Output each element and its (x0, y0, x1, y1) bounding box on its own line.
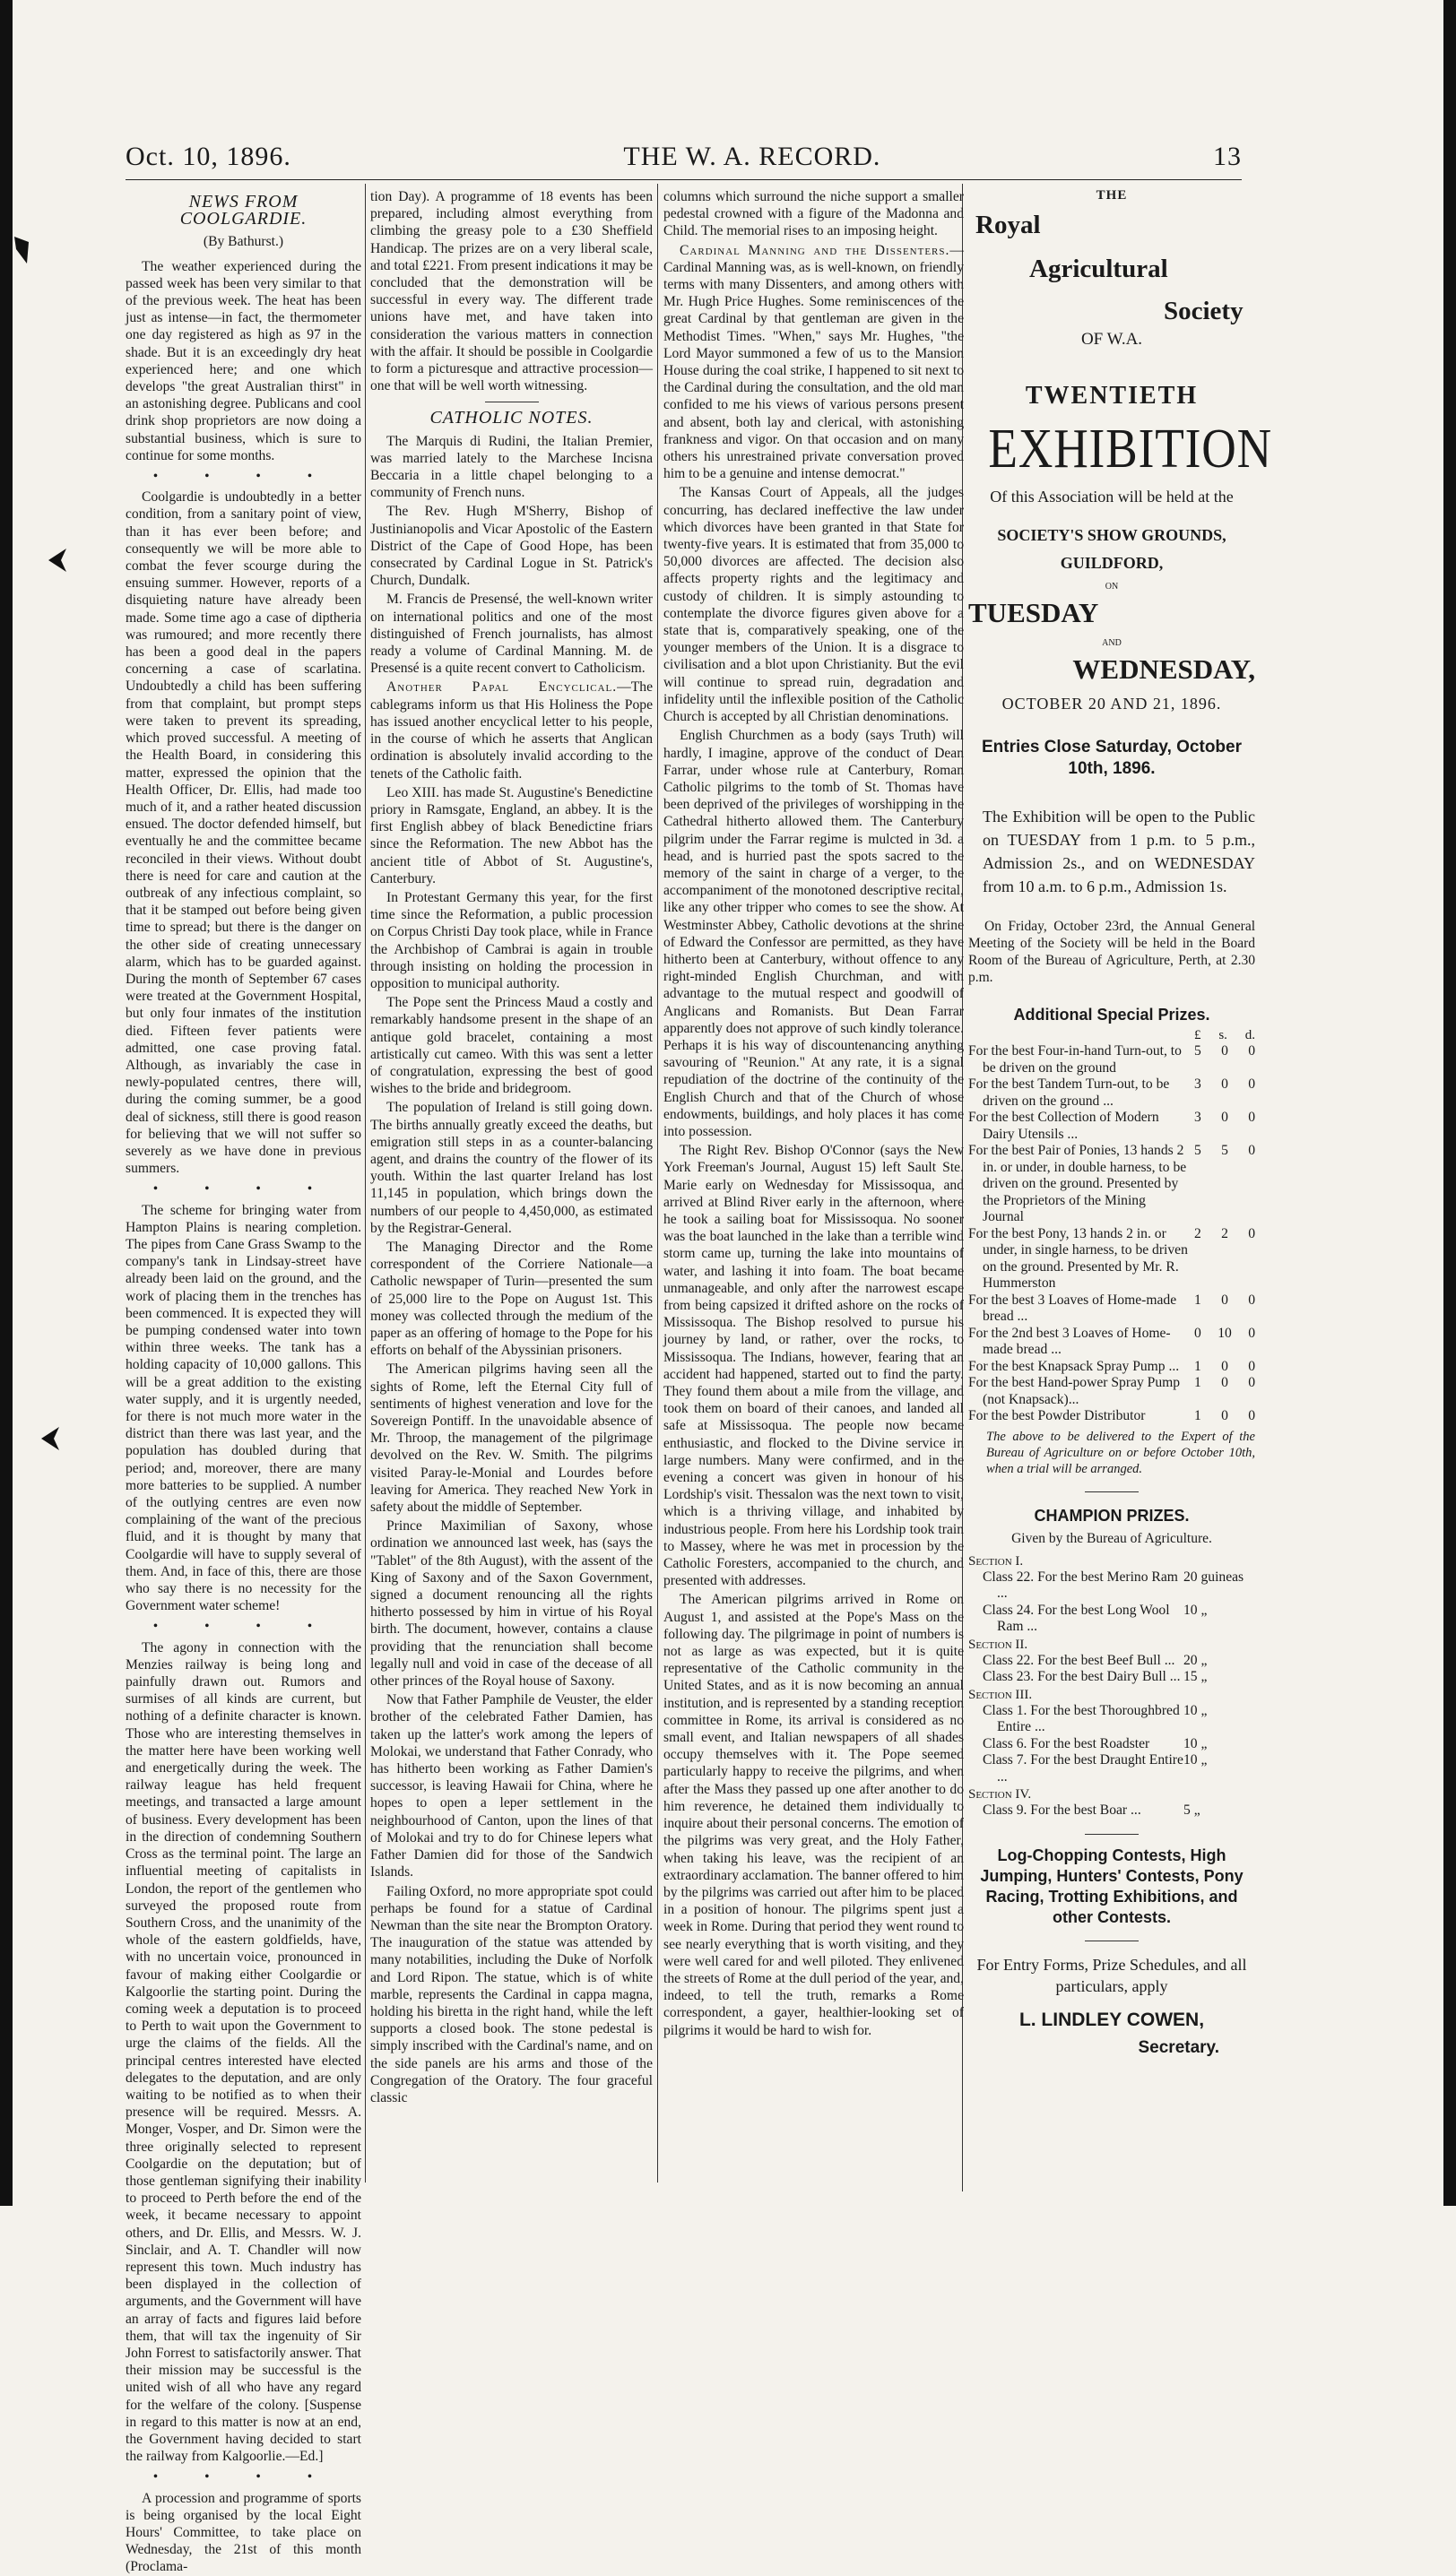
ad-opening-hours: The Exhibition will be open to the Public on TUESDAY from 1 p.m. to 5 p.m., Admission 2s., and on WEDNESDAY from 10 a.m. to 6 p.m., Admission 1s. (983, 808, 1255, 895)
paragraph-lead: Another Papal Encyclical. (386, 679, 618, 696)
prize-description: For the best 3 Loaves of Home-made bread ... (968, 1292, 1177, 1324)
advertisement-agricultural-society (968, 188, 1273, 2058)
column-divider (365, 184, 366, 2183)
prize-pence: 0 (1248, 1358, 1255, 1374)
champion-prize-description: Class 22. For the best Merino Ram ... (983, 1569, 1178, 1601)
champion-section-heading: Section I. (968, 1553, 1024, 1569)
prize-description: For the best Collection of Modern Dairy Utensils ... (968, 1110, 1159, 1142)
paragraph: The Marquis di Rudini, the Italian Premier, was married lately to the Marchese Incisna Beccaria in a little chapel belonging to a community of French nuns. (370, 433, 653, 501)
champion-prizes-title: CHAMPION PRIZES. (1034, 1506, 1190, 1525)
ad-of-wa: OF W.A. (1080, 330, 1143, 349)
ad-twentieth: TWENTIETH (1025, 382, 1199, 410)
prize-row (968, 1226, 1255, 1292)
prize-row (968, 1326, 1255, 1359)
ad-held: Of this Association will be held at the (990, 488, 1234, 506)
paragraph-body: —Cardinal Manning was, as is well-known, on friendly terms with many Dissenters, and among others with Mr. Hugh Price Hughes. Some reminiscences of the great Cardinal by that gentleman are given in the Methodist Times. "When," says Mr. Hughes, "the Lord Mayor summoned a few of us to the Mansion House during the coal strike, I happened to sit next to the Cardinal during the consultation, and the old man confided to me his views of various persons present and absent, both lay and clerical, with astonishing frankness and vigor. On that occasion and on many others his unrestrained private conversation proved him to be a genuine and intense democrat." (663, 242, 964, 482)
prize-shillings: 0 (1221, 1358, 1228, 1374)
paragraph: The Right Rev. Bishop O'Connor (says the New York Freeman's Journal, August 15) left Sault Ste. Marie early on Wednesday for Mississoqua, and arrived at Blind River early in the afternoon, where he took a sailing boat for Mississoqua. No sooner was the boat launched in the lake than a terrible wind storm came up, turning the lake into mountains of water, and lashing it into foam. The boat became unmanageable, and only after the narrowest escape from being capsized it drifted ashore on the rocks of Mississoqua. The Bishop resolved to pursue his journey by land, or rather, over the rocks, to Mississoqua. The Indians, however, fearing that an accident had happened, started out to find the party. They found them about a mile from the village, and took them on board of their canoes, and landed all safe at Mississoqua. The people now became enthusiastic, and flocked to the Divine service in large numbers. Many were confirmed, and in the evening a concert was given in honour of his Lordship's visit. Thessalon was the next town to visit, which is a thriving village, and inhabited by industrious people. From here his Lordship took train to Massey, where he was met in procession by the Catholic Foresters, accompanied to the church, and presented with addresses. (663, 1143, 964, 1589)
paragraph: A procession and programme of sports is being organised by the local Eight Hours' Committee, to take place on Wednesday, the 21st of this month (Proclama- (126, 2490, 361, 2575)
ad-exhibition: EXHIBITION (988, 419, 1273, 480)
ad-entry-forms: For Entry Forms, Prize Schedules, and all particulars, apply (976, 1955, 1247, 1995)
prize-row (968, 1359, 1255, 1376)
prize-pounds: 1 (1194, 1408, 1201, 1423)
paragraph: columns which surround the niche support a smaller pedestal crowned with a figure of the Madonna and Child. The memorial rises to an imposing height. (663, 189, 964, 239)
paragraph: Leo XIII. has made St. Augustine's Benedictine priory in Ramsgate, England, an abbey. It is the first English abbey of black Benedictine friars since the Reformation. The new Abbot has the ancient title of Abbot of St. Augustine's, Canterbury. (370, 784, 653, 886)
pence-label: d. (1244, 1028, 1255, 1042)
prize-row (968, 1076, 1255, 1110)
paragraph: M. Francis de Presensé, the well-known writer on international politics and one of the most distinguished of French journalists, has almost ready a volume of Cardinal Manning. M. de Presensé is a quite recent convert to Catholicism. (370, 592, 653, 677)
champion-prize-value: 15 „ (1183, 1669, 1208, 1684)
prize-pence: 0 (1248, 1408, 1255, 1423)
prize-pounds: 0 (1194, 1325, 1201, 1341)
paragraph (370, 679, 653, 782)
prize-row (968, 1043, 1255, 1076)
paragraph (663, 242, 964, 483)
prize-row (968, 1292, 1255, 1326)
prize-pounds: 1 (1194, 1292, 1201, 1308)
paragraph: The American pilgrims arrived in Rome on August 1, and assisted at the Pope's Mass on the following day. The pilgrimage in point of numbers is not as large as was expected, but it is quite representative of the Catholic community in the United States, and as it is now becoming an annual institution, and is represented by a standing reception committee in Rome, its arrival is considered as no small event, and Italian newspapers of all shades occupy themselves with it. The Pope seemed particularly happy to receive the pilgrims, and when after the Mass they passed up one after another to do him reverence, he detained them individually to inquire about their personal concerns. The emotion of the pilgrims was very great, and the Holy Father, when taking his leave, was the recipient of an extraordinary acclamation. The banner offered to him by the pilgrims was carried out after him to be placed in a position of honour. The pilgrims spent just a week in Rome. During that period they went round to see nearly everything that is worth visiting, and they were well cared for and well piloted. They enlivened the streets of Rome at the dull period of the year, and, indeed, to tell the truth, remarks a Rome correspondent, a gayer, healthier-looking set of pilgrims it would be hard to wish for. (663, 1592, 964, 2038)
paragraph: English Churchmen as a body (says Truth) will hardly, I imagine, approve of the conduct of Dean Farrar, under whose rule at Canterbury, Roman Catholic pilgrims to the tomb of St. Thomas have been deprived of the privileges of worshipping in the Cathedral hitherto allowed them. The Canterbury pilgrim under the Farrar regime is mulcted in 3d. a head, and is hurried past the spots sacred to the memory of the saint in charge of a verger, to the accompaniment of the monotoned descriptive recital, like any other tripper who comes to see the show. At Westminster Abbey, Catholic devotions at the shrine of Edward the Confessor are permitted, as they have hitherto been at Canterbury, without offence to any right-minded English Churchman, and with advantage to the mutual respect and goodwill of Anglicans and Romanists. But Dean Farrar apparently does not approve of such kindly tolerance. Perhaps it is his way of discountenancing anything savouring of "Reunion." At any rate, it is a signal repudiation of the doctrine of the continuity of the English Church and that of the Church of whose endowments, buildings, and holy places it has come into possession. (663, 728, 964, 1139)
page-header (126, 139, 1242, 175)
champion-section-heading: Section IV. (968, 1787, 1032, 1802)
special-prizes-title: Additional Special Prizes. (1013, 1006, 1210, 1024)
prize-pounds: 1 (1194, 1375, 1201, 1390)
pound-label: £ (1194, 1028, 1201, 1042)
page-number: 13 (1212, 142, 1242, 171)
paragraph: tion Day). A programme of 18 events has been prepared, including almost everything from climbing the greasy pole to a £30 Sheffield Handicap. The prizes are on a very liberal scale, and total £221. From present indications it may be concluded that the demonstration will be successful in every way. The different trade unions have met, and have taken into consideration the various matters in connection with the affair. It should be possible in Coolgardie to form a picturesque and attractive procession—one that will be well worth witnessing. (370, 189, 653, 394)
prize-description: For the 2nd best 3 Loaves of Home-made bread ... (968, 1325, 1171, 1357)
champion-prize-value: 10 „ (1183, 1602, 1208, 1618)
ad-grounds: SOCIETY'S SHOW GROUNDS, (997, 526, 1226, 544)
special-prizes-list (968, 1043, 1255, 1425)
ad-agricultural: Agricultural (1029, 255, 1168, 283)
prize-description: For the best Powder Distributor (968, 1408, 1146, 1423)
ad-on: ON (1105, 582, 1119, 592)
ad-guildford: GUILDFORD, (1060, 554, 1164, 572)
scan-edge-right (1443, 0, 1456, 2206)
champion-prize-row (968, 1603, 1255, 1636)
prize-pence: 0 (1248, 1292, 1255, 1308)
champion-prize-description: Class 7. For the best Draught Entire ... (983, 1752, 1183, 1785)
champion-prize-row (968, 1802, 1255, 1820)
prize-description: For the best Hand-power Spray Pump (not Knapsack)... (968, 1375, 1181, 1407)
paragraph: The Rev. Hugh M'Sherry, Bishop of Justinianopolis and Vicar Apostolic of the Eastern District of the Cape of Good Hope, has been consecrated by Cardinal Logue in St. Patrick's Church, Dundalk. (370, 504, 653, 589)
prize-row (968, 1143, 1255, 1226)
column-divider (657, 184, 658, 2183)
champion-prize-row (968, 1736, 1255, 1753)
section-separator: • • • • (152, 1181, 334, 1197)
champion-prize-description: Class 23. For the best Dairy Bull ... (983, 1669, 1181, 1684)
prize-description: For the best Pair of Ponies, 13 hands 2 in. or under, in double harness, to be driven on the ground. Presented by the Proprietors of the Mining Journal (968, 1143, 1187, 1224)
champion-section-heading: Section II. (968, 1637, 1028, 1652)
champion-section-heading: Section III. (968, 1687, 1033, 1702)
article-title: NEWS FROM COOLGARDIE. (179, 192, 308, 229)
shilling-label: s. (1218, 1028, 1227, 1042)
ad-wednesday: WEDNESDAY, (1072, 653, 1255, 685)
champion-prize-row (968, 1653, 1255, 1670)
section-title: CATHOLIC NOTES. (429, 408, 594, 428)
prize-shillings: 0 (1221, 1292, 1228, 1308)
champion-prize-row (968, 1703, 1255, 1736)
header-rule (126, 179, 1242, 180)
ad-and: AND (1102, 638, 1122, 648)
ad-annual-meeting: On Friday, October 23rd, the Annual General Meeting of the Society will be held in the Board Room of the Bureau of Agriculture, Perth, at 2.30 p.m. (968, 919, 1255, 985)
expert-note: The above to be delivered to the Expert of the Bureau of Agriculture on or before October 10th, when a trial will be arranged. (986, 1429, 1255, 1476)
paragraph: The American pilgrims having seen all the sights of Rome, left the Eternal City full of sentiments of highest veneration and love for the Sovereign Pontiff. In the unavoidable absence of Mr. Throop, the management of the pilgrimage devolved on the Rev. W. Smith. The pilgrims visited Paray-le-Monial and Lourdes before leaving for America. They reached New York in safety about the middle of September. (370, 1361, 653, 1516)
prize-shillings: 5 (1221, 1143, 1228, 1158)
prize-pence: 0 (1248, 1110, 1255, 1125)
ad-royal: Royal (975, 211, 1041, 239)
champion-prize-value: 10 „ (1183, 1752, 1208, 1768)
prize-description: For the best Knapsack Spray Pump ... (968, 1358, 1180, 1374)
prize-shillings: 10 (1218, 1325, 1232, 1341)
champion-prize-row (968, 1752, 1255, 1785)
paragraph: The agony in connection with the Menzies railway is being long and painfully drawn out. Rumors and surmises of all kinds are current, but nothing of a definite character is known. Those who are interesting themselves in the matter here have been working well and energetically during the week. The railway league has held frequent meetings, and transacted a large amount of business. Every development has been in the direction of condemning Southern Cross as the terminal point. The large an influential meeting of capitalists in London, the report of the gentlemen who surveyed the proposed route from Southern Cross, and the unanimity of the whole of the eastern goldfields, have, with no uncertain voice, pronounced in favour of making either Coolgardie or Kalgoorlie the starting point. During the coming week a deputation is to proceed to Perth to wait upon the Government to urge the claims of the fields. All the principal centres interested have elected delegates to the deputation, and are only waiting to be notified as to when their presence will be required. Messrs. A. Monger, Vosper, and Dr. Simon were the three originally selected to represent Coolgardie on the deputation; but of those gentleman signifying their inability to proceed to Perth before the end of the week, it became necessary to appoint others, and Dr. Ellis, and Messrs. W. J. Sinclair, and A. T. Chandler will now represent this town. Much industry has been displayed in the collection of arguments, and the Government will have an array of facts and figures laid before them, that will tax the ingenuity of Sir John Forrest to satisfactorily answer. That their mission may be successful is the united wish of all who have any regard for the welfare of the colony. [Suspense in regard to this matter is now at an end, the Government having decided to start the railway from Kalgoorlie.—Ed.] (126, 1639, 361, 2465)
prize-pounds: 3 (1194, 1110, 1201, 1125)
ad-dates: OCTOBER 20 AND 21, 1896. (1001, 695, 1222, 713)
currency-header (968, 1028, 1255, 1043)
prize-pounds: 2 (1194, 1225, 1201, 1241)
champion-prize-description: Class 9. For the best Boar ... (983, 1802, 1141, 1818)
paragraph: The population of Ireland is still going down. The births annually greatly exceed the deaths, but emigration still steps in as a counter-balancing agent, and drains the country of the flower of its youth. Within the last quarter Ireland has lost 11,145 in population, which brings down the numbers of our people to 4,450,000, as estimated by the Registrar-General. (370, 1100, 653, 1236)
prize-shillings: 0 (1221, 1043, 1228, 1059)
ad-tuesday: TUESDAY (968, 597, 1099, 628)
prize-shillings: 2 (1221, 1225, 1228, 1241)
scan-edge-left (0, 0, 13, 2206)
section-separator: • • • • (152, 2469, 334, 2485)
secretary-name: L. LINDLEY COWEN, (1018, 2009, 1205, 2030)
section-separator: • • • • (152, 1619, 334, 1635)
prize-shillings: 0 (1221, 1110, 1228, 1125)
prize-description: For the best Pony, 13 hands 2 in. or under, in single harness, to be driven on the ground. Presented by Mr. R. Hummerston (968, 1225, 1188, 1291)
prize-pounds: 5 (1194, 1143, 1201, 1158)
paragraph-lead: Cardinal Manning and the Dissenters. (680, 242, 950, 258)
paragraph: Prince Maximilian of Saxony, whose ordination we announced last week, has (says the "Tablet" of the 8th August), with the assent of the King of Saxony and of the Saxon Government, signed a document renouncing all the rights hitherto possessed by him in virtue of his Royal birth. The document, however, contains a clause providing that the renunciation shall become legally null and void in case of the decease of all other princes of the Royal house of Saxony. (370, 1518, 653, 1690)
masthead: THE W. A. RECORD. (623, 142, 881, 171)
byline: (By Bathurst.) (203, 234, 284, 250)
champion-prize-description: Class 6. For the best Roadster (983, 1735, 1150, 1751)
champion-prizes-subtitle: Given by the Bureau of Agriculture. (1011, 1530, 1212, 1546)
champion-prize-value: 10 „ (1183, 1702, 1208, 1718)
column-catholic-notes (370, 188, 653, 2205)
margin-mark-icon (13, 233, 32, 265)
prize-shillings: 0 (1221, 1408, 1228, 1423)
ad-contests: Log-Chopping Contests, High Jumping, Hunters' Contests, Pony Racing, Trotting Exhibitions, and other Contests. (980, 1846, 1244, 1926)
prize-row (968, 1375, 1255, 1408)
issue-date: Oct. 10, 1896. (126, 142, 291, 171)
prize-shillings: 0 (1221, 1375, 1228, 1390)
margin-arrow-icon (38, 1425, 61, 1452)
prize-row (968, 1110, 1255, 1143)
prize-pounds: 5 (1194, 1043, 1201, 1059)
paragraph: The Managing Director and the Rome correspondent of the Corriere Nationale—a Catholic newspaper of Turin—presented the sum of 25,000 lire to the Pope on August 1st. This money was collected through the medium of the paper as an offering of homage to the Pope for his efforts on behalf of the Abyssinian prisoners. (370, 1239, 653, 1359)
prize-pence: 0 (1248, 1143, 1255, 1158)
column-catholic-notes-continued (663, 188, 964, 2209)
champion-prize-description: Class 1. For the best Thoroughbred Entire ... (983, 1702, 1180, 1734)
champion-prizes-list (968, 1554, 1255, 1820)
prize-pounds: 3 (1194, 1076, 1201, 1092)
paragraph: The weather experienced during the passed week has been very similar to that of the previous week. The heat has been just as intense—in fact, the thermometer one day registered as high as 97 in the shade. But it is an exceedingly dry heat experienced here; and one which develops "the great Australian thirst" in an astonishing degree. Publicans and cool drink shop proprietors are now doing a substantial business, which is sure to continue for some months. (126, 258, 361, 463)
paragraph: Failing Oxford, no more appropriate spot could perhaps be found for a statue of Cardinal Newman than the site near the Brompton Oratory. The inauguration of the statue was attended by many notabilities, including the Duke of Norfolk and Lord Ripon. The statue, which is of white marble, represents the Cardinal in cappa magna, holding his biretta in the right hand, while the left supports a closed book. The stone pedestal is simply inscribed with the Cardinal's name, and on the side panels are his arms and those of the Congregation of the Oratory. The four graceful classic (370, 1883, 653, 2105)
paragraph: The Pope sent the Princess Maud a costly and remarkably handsome present in the shape of an antique gold bracelet, containing a most artistically cut cameo. With this was sent a letter of congratulation, expressing the best of good wishes to the bride and bridegroom. (370, 995, 653, 1097)
prize-description: For the best Tandem Turn-out, to be driven on the ground ... (968, 1076, 1170, 1109)
paragraph: The scheme for bringing water from Hampton Plains is nearing completion. The pipes from Cane Grass Swamp to the company's tank in Lindsay-street have already been laid on the ground, and the work of placing them in the trenches has been commenced. It is expected they will be pumping condensed water into town within three weeks. The tank has a holding capacity of 10,000 gallons. This will be a great addition to the existing water supply, and it is urgently needed, for there is not much more water in the district than there was last year, and the population has doubled during that period; and, moreover, there are many more batteries to be supplied. A number of the outlying centres are even now complaining of the want of the precious fluid, and it is thought by many that Coolgardie will have to supply several of them. And, in face of this, there are those who say there is no necessity for the Government water scheme! (126, 1202, 361, 1614)
paragraph-body: —The cablegrams inform us that His Holiness the Pope has issued another encyclical letter to his people, in the course of which he asserts that Anglican ordination is absolutely invalid according to the tenets of the Catholic faith. (370, 679, 653, 782)
champion-prize-row (968, 1669, 1255, 1686)
champion-prize-value: 20 „ (1183, 1652, 1208, 1668)
champion-prize-value: 10 „ (1183, 1735, 1208, 1751)
champion-prize-description: Class 24. For the best Long Wool Ram ... (983, 1602, 1170, 1634)
champion-prize-row (968, 1569, 1255, 1603)
champion-prize-value: 20 guineas (1183, 1569, 1244, 1585)
secretary-title: Secretary. (1138, 2037, 1219, 2057)
prize-pence: 0 (1248, 1225, 1255, 1241)
champion-prize-value: 5 „ (1183, 1802, 1200, 1818)
article-news-from-coolgardie (126, 188, 361, 2575)
prize-row (968, 1408, 1255, 1425)
prize-pounds: 1 (1194, 1358, 1201, 1374)
paragraph: In Protestant Germany this year, for the first time since the Reformation, a public procession on Corpus Christi Day took place, while in France the Archbishop of Cambrai is again in trouble through insisting on holding the procession in opposition to municipal authority. (370, 889, 653, 991)
prize-pence: 0 (1248, 1375, 1255, 1390)
paragraph: Coolgardie is undoubtedly in a better condition, from a sanitary point of view, than it has ever been before; and consequently we will be more able to combat the fever scourge during the ensuing summer. However, reports of a disquieting nature have already been made. Some time ago a case of diptheria was rumoured; and more recently there has been a good deal in the papers concerning a case of scarlatina. Undoubtedly a child has been suffering from that complaint, but prompt steps were taken to prevent its spreading, which proved successful. A meeting of the Health Board, in considering this matter, expressed the opinion that the Health Officer, Dr. Ellis, had made too much of it, and a rather heated discussion ensued. The doctor defended himself, but eventually he and the committee became reconciled in their views. Without doubt there is need for care and caution at the outbreak of any infectious complaint, so that it be stamped out before being given time to spread; but there is the danger on the other side of creating unnecessary alarm, which has to be guarded against. During the month of September 67 cases were treated at the Government Hospital, but only four inmates of the institution died. Fifteen fever patients were admitted, one case proving fatal. Although, as invariably the case in newly-populated centres, there will, during the coming summer, be a good deal of sickness, still there is good reason for believing that we will not suffer so severely as we have done in previous summers. (126, 489, 361, 1177)
prize-pence: 0 (1248, 1076, 1255, 1092)
ad-the: THE (1096, 188, 1128, 203)
margin-arrow-icon (45, 547, 68, 574)
paragraph: Now that Father Pamphile de Veuster, the elder brother of the celebrated Father Damien, has taken up the latter's work among the lepers of Molokai, we understand that Father Conrady, who has hitherto been working as Father Damien's successor, is leaving Hawaii for China, where he hopes to open a leper settlement in the neighbourhood of Canton, upon the lines of that of Molokai and try to do for Chinese lepers what Father Damien did for those of the Sandwich Islands. (370, 1692, 653, 1880)
section-separator: • • • • (152, 469, 334, 485)
prize-description: For the best Four-in-hand Turn-out, to be driven on the ground (968, 1043, 1182, 1076)
ad-society: Society (1164, 297, 1244, 325)
ad-entries-close: Entries Close Saturday, October 10th, 1896. (981, 738, 1242, 778)
paragraph: The Kansas Court of Appeals, all the judges concurring, has declared ineffective the law under which divorces have been granted in that State for twenty-five years. It is estimated that from 35,000 to 50,000 divorces are affected. The decision also affects property rights and the legitimacy and custody of children. It is simply astounding to contemplate the divorce figures given above for a state that is, comparatively speaking, one of the younger members of the Union. It is a disgrace to civilisation and a blot upon Christianity. But the evil will continue to spread ruin, degradation and infidelity until the inflexible position of the Catholic Church is accepted by all Christian denominations. (663, 485, 964, 725)
prize-pence: 0 (1248, 1043, 1255, 1059)
prize-pence: 0 (1248, 1325, 1255, 1341)
champion-prize-description: Class 22. For the best Beef Bull ... (983, 1652, 1175, 1668)
prize-shillings: 0 (1221, 1076, 1228, 1092)
